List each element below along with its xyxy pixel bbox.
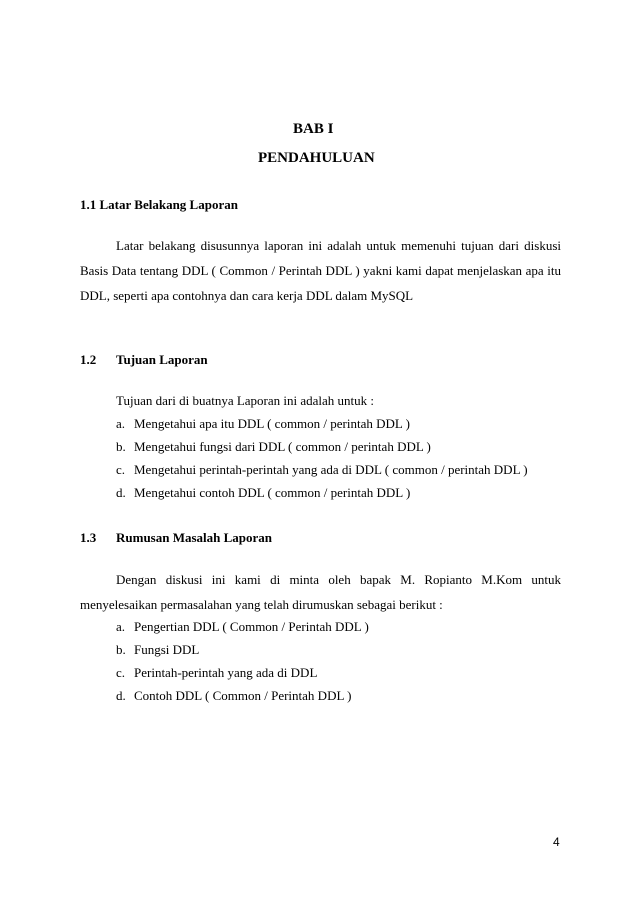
list-item: Mengetahui fungsi dari DDL ( common / perintah DDL ) bbox=[134, 439, 431, 454]
list-item: Mengetahui contoh DDL ( common / perintah DDL ) bbox=[134, 485, 411, 500]
list-marker: b. bbox=[116, 439, 126, 454]
list-item: Contoh DDL ( Common / Perintah DDL ) bbox=[134, 688, 352, 703]
section-1-1-heading: 1.1 Latar Belakang Laporan bbox=[80, 197, 238, 212]
section-1-3-line: menyelesaikan permasalahan yang telah dirumuskan sebagai berikut : bbox=[80, 597, 443, 612]
section-1-1-line: Latar belakang disusunnya laporan ini adalah untuk memenuhi tujuan dari diskusi bbox=[116, 238, 561, 253]
chapter-label: BAB I bbox=[293, 121, 334, 137]
list-marker: d. bbox=[116, 485, 126, 500]
chapter-title: PENDAHULUAN bbox=[258, 150, 375, 166]
list-item: Mengetahui perintah-perintah yang ada di DDL ( common / perintah DDL ) bbox=[134, 462, 528, 477]
list-marker: c. bbox=[116, 462, 126, 477]
section-1-2-number: 1.2 bbox=[80, 352, 97, 367]
section-1-2-intro: Tujuan dari di buatnya Laporan ini adalah untuk : bbox=[116, 393, 375, 408]
section-1-1-line: Basis Data tentang DDL ( Common / Perintah DDL ) yakni kami dapat menjelaskan apa itu bbox=[80, 263, 561, 278]
list-item: Pengertian DDL ( Common / Perintah DDL ) bbox=[134, 619, 369, 634]
section-1-3-heading: Rumusan Masalah Laporan bbox=[116, 530, 273, 545]
list-marker: c. bbox=[116, 665, 126, 680]
list-item: Fungsi DDL bbox=[134, 642, 200, 657]
section-1-2-heading: Tujuan Laporan bbox=[116, 352, 208, 367]
list-marker: a. bbox=[116, 619, 126, 634]
section-1-3-line: Dengan diskusi ini kami di minta oleh bapak M. Ropianto M.Kom untuk bbox=[116, 572, 561, 587]
list-marker: b. bbox=[116, 642, 126, 657]
section-1-1-line: DDL, seperti apa contohnya dan cara kerja DDL dalam MySQL bbox=[80, 288, 414, 303]
section-1-3-number: 1.3 bbox=[80, 530, 97, 545]
list-item: Perintah-perintah yang ada di DDL bbox=[134, 665, 318, 680]
list-item: Mengetahui apa itu DDL ( common / perintah DDL ) bbox=[134, 416, 410, 431]
list-marker: d. bbox=[116, 688, 126, 703]
list-marker: a. bbox=[116, 416, 126, 431]
page-number: 4 bbox=[553, 835, 560, 849]
